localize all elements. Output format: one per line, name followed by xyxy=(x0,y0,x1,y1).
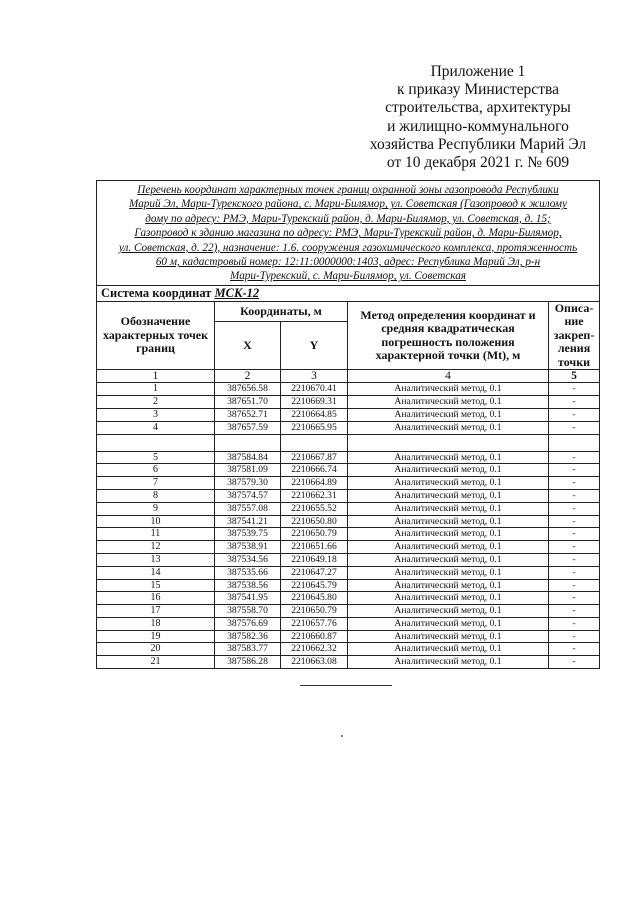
coordinates-table-body xyxy=(97,181,600,669)
description-value: - xyxy=(549,630,600,643)
description-value: - xyxy=(549,502,600,515)
y-value: 2210665.95 xyxy=(281,421,348,434)
y-value: 2210664.85 xyxy=(281,408,348,421)
point-number: 8 xyxy=(97,489,215,502)
description-value: - xyxy=(549,489,600,502)
header-line: и жилищно-коммунального xyxy=(387,117,569,135)
table-row xyxy=(97,656,600,669)
method-value: Аналитический метод, 0.1 xyxy=(348,502,549,515)
x-value: 387586.28 xyxy=(215,656,281,669)
description-value: - xyxy=(549,643,600,656)
point-number: 7 xyxy=(97,477,215,490)
point-number: 13 xyxy=(97,553,215,566)
table-row xyxy=(97,566,600,579)
coordinate-system-label: Система координат xyxy=(101,285,212,300)
table-row xyxy=(97,528,600,541)
x-value: 387535.66 xyxy=(215,566,281,579)
method-value: Аналитический метод, 0.1 xyxy=(348,489,549,502)
x-value: 387576.69 xyxy=(215,617,281,630)
y-value: 2210645.80 xyxy=(281,592,348,605)
y-value: 2210645.79 xyxy=(281,579,348,592)
header-coordinates: Координаты, м xyxy=(215,301,348,321)
description-value: - xyxy=(549,579,600,592)
table-row xyxy=(97,605,600,618)
header-line: строительства, архитектуры xyxy=(385,99,571,117)
description-value: - xyxy=(549,553,600,566)
method-value: Аналитический метод, 0.1 xyxy=(348,566,549,579)
table-row xyxy=(97,451,600,464)
y-value: 2210666.74 xyxy=(281,464,348,477)
title-line: Марий Эл, Мари-Турекского района, с. Мари-Билямор, ул. Советская (Газопровод к жилому xyxy=(129,198,568,211)
method-value: Аналитический метод, 0.1 xyxy=(348,579,549,592)
point-number: 10 xyxy=(97,515,215,528)
table-row xyxy=(97,396,600,409)
header-line: от 10 декабря 2021 г. № 609 xyxy=(386,154,570,172)
description-value: - xyxy=(549,617,600,630)
title-line: 60 м, кадастровый номер: 12:11:0000000:1403, адрес: Республика Марий Эл, р-н xyxy=(155,256,541,269)
x-value: 387538.56 xyxy=(215,579,281,592)
column-number: 3 xyxy=(281,370,348,383)
header-line: хозяйства Республики Марий Эл xyxy=(369,135,587,153)
header-x: X xyxy=(215,322,281,370)
description-value: - xyxy=(549,528,600,541)
method-value: Аналитический метод, 0.1 xyxy=(348,617,549,630)
point-number: 16 xyxy=(97,592,215,605)
table-row xyxy=(97,630,600,643)
description-value: - xyxy=(549,592,600,605)
header-point: Обозначение характерных точек границ xyxy=(97,301,215,370)
table-row xyxy=(97,489,600,502)
y-value: 2210650.79 xyxy=(281,605,348,618)
table-row xyxy=(97,383,600,396)
header-line: Приложение 1 xyxy=(430,63,526,80)
point-number: 21 xyxy=(97,656,215,669)
method-value: Аналитический метод, 0.1 xyxy=(348,592,549,605)
method-value: Аналитический метод, 0.1 xyxy=(348,383,549,396)
y-value: 2210650.80 xyxy=(281,515,348,528)
table-row xyxy=(97,408,600,421)
title-line: Мари-Турекский, с. Мари-Билямор, ул. Советская xyxy=(230,270,466,283)
x-value: 387534.56 xyxy=(215,553,281,566)
coordinate-system-name: МСК-12 xyxy=(214,285,260,300)
point-number: 18 xyxy=(97,617,215,630)
x-value: 387579.30 xyxy=(215,477,281,490)
title-line: дому по адресу: РМЭ, Мари-Турекский район, д. Мари-Билямор, ул. Советская, д. 15; xyxy=(145,212,551,225)
point-number: 20 xyxy=(97,643,215,656)
coordinate-system-row xyxy=(97,285,600,301)
point-number: 5 xyxy=(97,451,215,464)
description-value: - xyxy=(549,451,600,464)
point-number: 1 xyxy=(97,383,215,396)
header-line: к приказу Министерства xyxy=(397,81,559,99)
x-value: 387651.70 xyxy=(215,396,281,409)
column-number: 5 xyxy=(549,370,600,383)
table-row xyxy=(97,617,600,630)
y-value: 2210669.31 xyxy=(281,396,348,409)
table-row xyxy=(97,553,600,566)
scan-dot xyxy=(341,735,343,737)
method-value: Аналитический метод, 0.1 xyxy=(348,630,549,643)
appendix-header xyxy=(360,63,596,172)
point-number: 4 xyxy=(97,421,215,434)
y-value: 2210647.27 xyxy=(281,566,348,579)
title-line: Газопровод к зданию магазина по адресу: РМЭ, Мари-Турекский район, д. Мари-Билямор, xyxy=(134,227,562,240)
x-value: 387657.59 xyxy=(215,421,281,434)
method-value: Аналитический метод, 0.1 xyxy=(348,656,549,669)
method-value: Аналитический метод, 0.1 xyxy=(348,464,549,477)
point-number: 11 xyxy=(97,528,215,541)
x-value: 387574.57 xyxy=(215,489,281,502)
column-number: 1 xyxy=(97,370,215,383)
y-value: 2210649.18 xyxy=(281,553,348,566)
table-row xyxy=(97,579,600,592)
bottom-divider xyxy=(300,685,392,686)
method-value: Аналитический метод, 0.1 xyxy=(348,396,549,409)
y-value: 2210667.87 xyxy=(281,451,348,464)
table-row xyxy=(97,515,600,528)
table-gap-row xyxy=(97,434,600,451)
y-value: 2210655.52 xyxy=(281,502,348,515)
x-value: 387539.75 xyxy=(215,528,281,541)
method-value: Аналитический метод, 0.1 xyxy=(348,421,549,434)
description-value: - xyxy=(549,477,600,490)
method-value: Аналитический метод, 0.1 xyxy=(348,477,549,490)
table-row xyxy=(97,541,600,554)
point-number: 9 xyxy=(97,502,215,515)
header-description: Описа-ние закреп-ления точки xyxy=(549,301,600,370)
table-row xyxy=(97,421,600,434)
description-value: - xyxy=(549,421,600,434)
point-number: 12 xyxy=(97,541,215,554)
method-value: Аналитический метод, 0.1 xyxy=(348,408,549,421)
gap-cell xyxy=(281,434,348,451)
title-line: Перечень координат характерных точек границ охранной зоны газопровода Республики xyxy=(137,184,559,196)
title-line: ул. Советская, д. 22), назначение: 1.6. сооружения газохимического комплекса, протяженность xyxy=(118,241,578,254)
x-value: 387583.77 xyxy=(215,643,281,656)
y-value: 2210663.08 xyxy=(281,656,348,669)
description-value: - xyxy=(549,605,600,618)
description-value: - xyxy=(549,656,600,669)
x-value: 387541.21 xyxy=(215,515,281,528)
x-value: 387652.71 xyxy=(215,408,281,421)
y-value: 2210662.32 xyxy=(281,643,348,656)
method-value: Аналитический метод, 0.1 xyxy=(348,528,549,541)
method-value: Аналитический метод, 0.1 xyxy=(348,553,549,566)
table-row xyxy=(97,643,600,656)
gap-cell xyxy=(215,434,281,451)
method-value: Аналитический метод, 0.1 xyxy=(348,515,549,528)
header-y: Y xyxy=(281,322,348,370)
description-value: - xyxy=(549,383,600,396)
method-value: Аналитический метод, 0.1 xyxy=(348,451,549,464)
table-title xyxy=(97,181,600,286)
point-number: 3 xyxy=(97,408,215,421)
description-value: - xyxy=(549,396,600,409)
x-value: 387558.70 xyxy=(215,605,281,618)
y-value: 2210657.76 xyxy=(281,617,348,630)
y-value: 2210651.66 xyxy=(281,541,348,554)
table-row xyxy=(97,464,600,477)
description-value: - xyxy=(549,541,600,554)
point-number: 6 xyxy=(97,464,215,477)
point-number: 15 xyxy=(97,579,215,592)
table-row xyxy=(97,502,600,515)
description-value: - xyxy=(549,515,600,528)
coordinates-table xyxy=(96,180,600,669)
x-value: 387541.95 xyxy=(215,592,281,605)
y-value: 2210662.31 xyxy=(281,489,348,502)
y-value: 2210660.87 xyxy=(281,630,348,643)
point-number: 17 xyxy=(97,605,215,618)
gap-cell xyxy=(348,434,549,451)
table-row xyxy=(97,477,600,490)
gap-cell xyxy=(97,434,215,451)
method-value: Аналитический метод, 0.1 xyxy=(348,605,549,618)
method-value: Аналитический метод, 0.1 xyxy=(348,643,549,656)
y-value: 2210664.89 xyxy=(281,477,348,490)
x-value: 387582.36 xyxy=(215,630,281,643)
x-value: 387581.09 xyxy=(215,464,281,477)
description-value: - xyxy=(549,464,600,477)
gap-cell xyxy=(549,434,600,451)
description-value: - xyxy=(549,408,600,421)
table-row xyxy=(97,592,600,605)
y-value: 2210670.41 xyxy=(281,383,348,396)
x-value: 387557.08 xyxy=(215,502,281,515)
point-number: 19 xyxy=(97,630,215,643)
x-value: 387584.84 xyxy=(215,451,281,464)
column-number: 4 xyxy=(348,370,549,383)
column-number: 2 xyxy=(215,370,281,383)
point-number: 2 xyxy=(97,396,215,409)
y-value: 2210650.79 xyxy=(281,528,348,541)
point-number: 14 xyxy=(97,566,215,579)
description-value: - xyxy=(549,566,600,579)
header-method: Метод определения координат и средняя квадратическая погрешность положения характерной точки (Mt), м xyxy=(348,301,549,370)
method-value: Аналитический метод, 0.1 xyxy=(348,541,549,554)
x-value: 387656.58 xyxy=(215,383,281,396)
x-value: 387538.91 xyxy=(215,541,281,554)
